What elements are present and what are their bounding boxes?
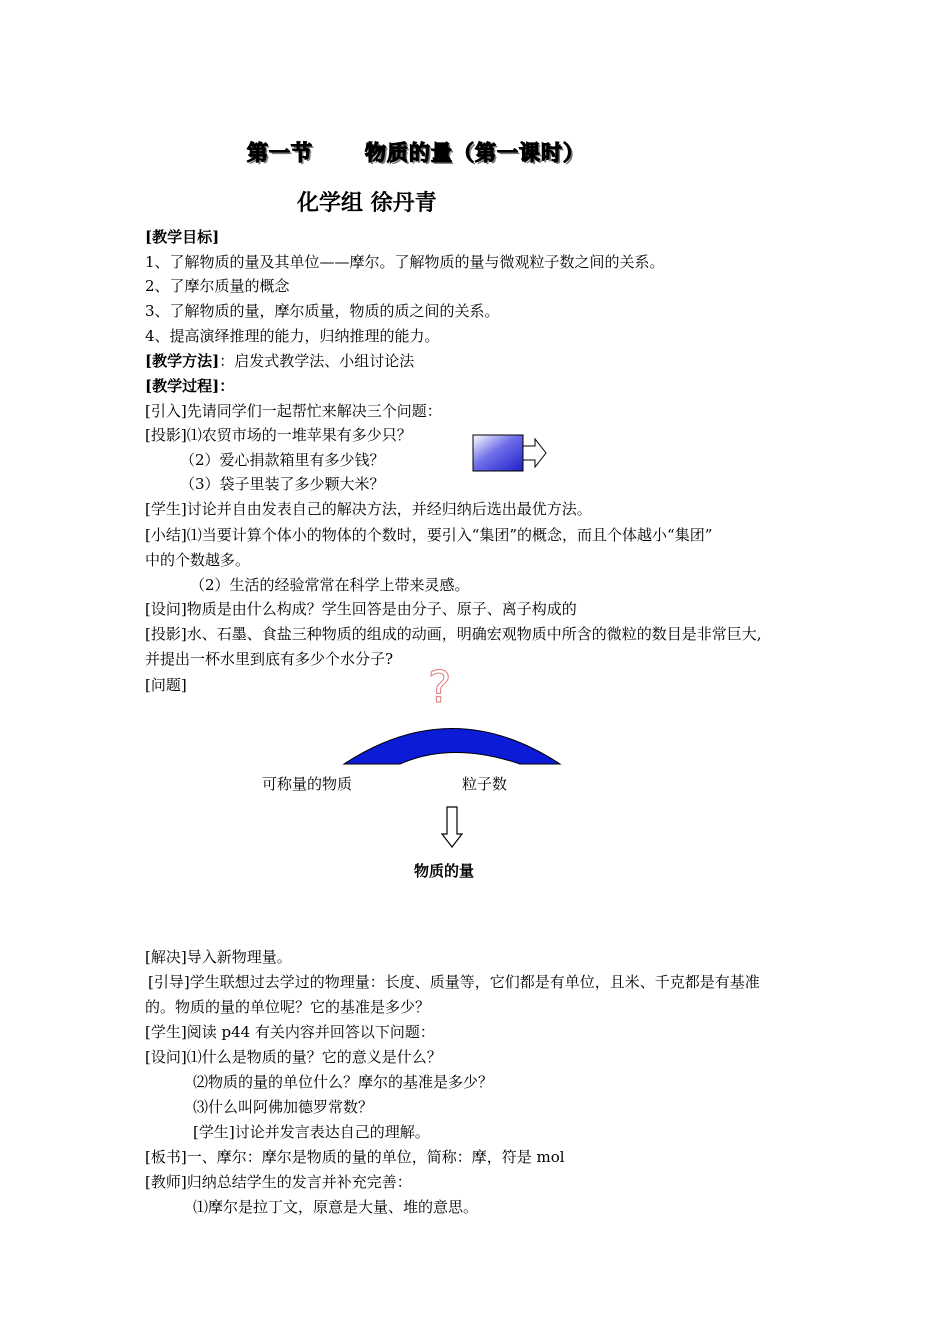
problem-label: [问题] (145, 676, 187, 694)
question-composition: [设问]物质是由什么构成？学生回答是由分子、原子、离子构成的 (145, 600, 577, 618)
projection-question-2: （2）爱心捐款箱里有多少钱？ (180, 451, 385, 469)
question-1: [设问]⑴什么是物质的量？它的意义是什么？ (145, 1048, 442, 1066)
solution-line: [解决]导入新物理量。 (145, 948, 292, 966)
students-express: [学生]讨论并发言表达自己的理解。 (193, 1123, 430, 1141)
heading-teaching-goals: [教学目标] (145, 228, 220, 246)
question-2: ⑵物质的量的单位什么？摩尔的基准是多少？ (193, 1073, 494, 1091)
projection-question-3: （3）袋子里装了多少颗大米？ (180, 475, 385, 493)
students-read: [学生]阅读 p44 有关内容并回答以下问题： (145, 1023, 435, 1041)
section-number: 第一节 (247, 141, 313, 165)
teaching-methods (145, 351, 414, 371)
page-title: 物质的量（第一课时） (365, 141, 585, 165)
goal-3: 3、了解物质的量，摩尔质量，物质的质之间的关系。 (145, 302, 500, 320)
projection-animation: [投影]水、石墨、食盐三种物质的组成的动画，明确宏观物质中所含的微粒的数目是非常巨大, (145, 625, 762, 643)
guide-line-2: 的。物质的量的单位呢？它的基准是多少？ (145, 998, 431, 1016)
goal-4: 4、提高演绎推理的能力，归纳推理的能力。 (145, 327, 440, 345)
goal-2: 2、了摩尔质量的概念 (145, 277, 290, 295)
heading-teaching-process: [教学过程]： (145, 377, 235, 395)
intro-line: [引入]先请同学们一起帮忙来解决三个问题： (145, 402, 442, 420)
concept-amount-of-substance: 物质的量 (414, 862, 475, 880)
board-note-mole: [板书]一、摩尔：摩尔是物质的量的单位，简称：摩，符是 mol (145, 1148, 565, 1166)
goal-1: 1、了解物质的量及其单位——摩尔。了解物质的量与微观粒子数之间的关系。 (145, 253, 665, 271)
projection-question-1: [投影]⑴农贸市场的一堆苹果有多少只？ (145, 426, 412, 444)
teaching-methods-label: [教学方法] (145, 352, 220, 370)
question-3: ⑶什么叫阿佛加德罗常数？ (193, 1098, 374, 1116)
author-line: 化学组 徐丹青 (297, 191, 437, 216)
guide-line-1: [引导]学生联想过去学过的物理量：长度、质量等，它们都是有单位，且米、千克都是有基准 (148, 973, 760, 991)
question-mark-icon: ? (428, 662, 452, 713)
bridge-arc (340, 705, 565, 767)
arrow-down-icon (441, 806, 463, 848)
students-discuss: [学生]讨论并自由发表自己的解决方法，并经归纳后选出最优方法。 (145, 500, 592, 518)
label-particle-count: 粒子数 (462, 775, 508, 793)
summary-line-2: 中的个数越多。 (145, 551, 251, 569)
arrow-right-icon (472, 434, 550, 474)
summary-line-3: （2）生活的经验常常在科学上带来灵感。 (190, 576, 470, 594)
summary-line-1: [小结]⑴当要计算个体小的物体的个数时，要引入“集团”的概念，而且个体越小“集团” (145, 526, 713, 544)
label-weighable-substance: 可称量的物质 (262, 775, 353, 793)
teacher-summary: [教师]归纳总结学生的发言并补充完善： (145, 1173, 412, 1191)
mole-origin: ⑴摩尔是拉丁文，原意是大量、堆的意思。 (193, 1198, 479, 1216)
projection-water-molecules: 并提出一杯水里到底有多少个水分子? (145, 650, 394, 668)
teaching-methods-text: ：启发式教学法、小组讨论法 (219, 352, 415, 370)
